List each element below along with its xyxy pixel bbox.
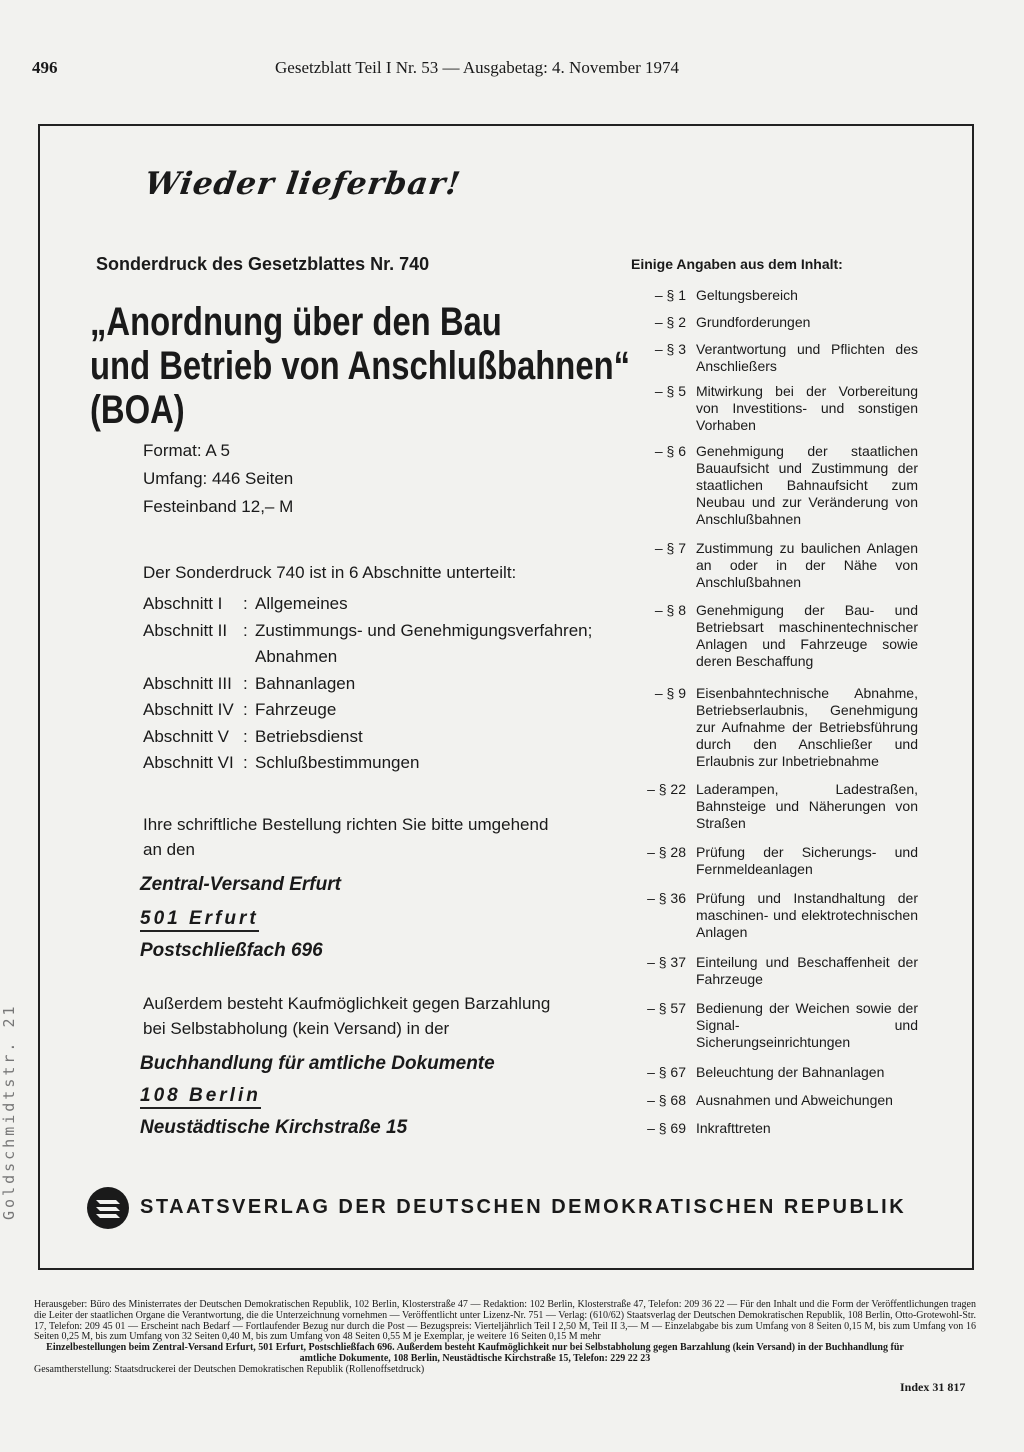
imprint-publisher-info: Herausgeber: Büro des Ministerrates der Deutschen Demokratischen Republik, 102 Berlin, Klosterstraße 47 — Redaktion: 102 Berlin, Klosterstraße 47, Telefon: 209 36 22 — Für den Inhalt und die Form der Veröffentlichungen tragen die Leiter der staatlichen Organe die Verantwortung, die die Unterzeichnung vornehmen — Veröffentlicht unter Lizenz-Nr. 751 — Verlag: (610/62) Staatsverlag der Deutschen Demokratischen Republik, 108 Berlin, Otto-Grotewohl-Str. 17, Telefon: 209 45 01 — Erscheint nach Bedarf — Fortlaufender Bezug nur durch die Post — Bezugspreis: Vierteljährlich Teil I 2,50 M, Teil II 3,— M — Einzelabgabe bis zum Umfang von 8 Seiten 0,15 M, bis zum Umfang von 16 Seiten 0,25 M, bis zum Umfang von 32 Seiten 0,40 M, bis zum Umfang von 48 Seiten 0,55 M je Exemplar, je weitere 16 Seiten 0,15 M mehr	[34, 1299, 976, 1343]
toc-paragraph-title: Prüfung und Instandhaltung der maschinen- und elektrotechnischen Anlagen	[696, 890, 918, 940]
toc-paragraph-title: Bedienung der Weichen sowie der Signal- und Sicherungseinrichtungen	[696, 1000, 918, 1050]
page-header-title: Gesetzblatt Teil I Nr. 53 — Ausgabetag: 4. November 1974	[275, 58, 680, 77]
toc-paragraph-number: – § 37	[647, 954, 686, 970]
toc-paragraph-number: – § 28	[647, 844, 686, 860]
buy-text: Außerdem besteht Kaufmöglichkeit gegen Barzahlung	[143, 994, 551, 1013]
toc-paragraph-title: Verantwortung und Pflichten des Anschließers	[696, 341, 918, 374]
toc-paragraph-number: – § 68	[647, 1092, 686, 1108]
toc-paragraph-title: Geltungsbereich	[696, 287, 798, 303]
book-title-line: (BOA)	[90, 388, 185, 432]
address2-street: Neustädtische Kirchstraße 15	[140, 1117, 408, 1138]
toc-paragraph-number: – § 2	[654, 314, 686, 330]
publisher-name: STAATSVERLAG DER DEUTSCHEN DEMOKRATISCHEN REPUBLIK	[140, 1196, 907, 1218]
contents-heading: Einige Angaben aus dem Inhalt:	[631, 256, 843, 272]
section-row: Abschnitt VI : Schlußbestimmungen	[143, 753, 420, 772]
toc-paragraph-title: Eisenbahntechnische Abnahme, Betriebserlaubnis, Genehmigung zur Aufnahme der Betriebsführung durch den Anschließer und Erlaubnis zur Inbetriebnahme	[696, 685, 918, 769]
toc-paragraph-title: Inkrafttreten	[696, 1120, 771, 1136]
sonderdruck-label: Sonderdruck des Gesetzblattes Nr. 740	[96, 254, 430, 274]
toc-paragraph-number: – § 7	[654, 540, 686, 556]
toc-paragraph-title: Genehmigung der Bau- und Betriebsart maschinentechnischer Anlagen und Fahrzeuge sowie deren Beschaffung	[696, 602, 918, 669]
toc-paragraph-title: Grundforderungen	[696, 314, 811, 330]
format-info: Format: A 5	[143, 441, 230, 460]
umfang-info: Umfang: 446 Seiten	[143, 469, 294, 488]
order-text: Ihre schriftliche Bestellung richten Sie bitte umgehend	[143, 815, 549, 834]
section-row: Abschnitt IV : Fahrzeuge	[143, 700, 337, 719]
toc-paragraph-number: – § 5	[654, 383, 686, 399]
toc-paragraph-title: Genehmigung der staatlichen Bauaufsicht und Zustimmung der staatlichen Bahnaufsicht zum Neubau und zur Veränderung von Anschlußbahnen	[696, 443, 918, 527]
price-info: Festeinband 12,– M	[143, 497, 294, 516]
imprint-order-info: Einzelbestellungen beim Zentral-Versand Erfurt, 501 Erfurt, Postschließfach 696. Außerdem besteht Kaufmöglichkeit nur bei Selbstabholung gegen Barzahlung (kein Versand) in der Buchhandlung für amtliche Dokumente, 108 Berlin, Neustädtische Kirchstraße 15, Telefon: 229 22 23	[46, 1342, 904, 1364]
address2-city: 108 Berlin	[140, 1085, 261, 1107]
page-number: 496	[32, 58, 58, 77]
toc-paragraph-number: – § 57	[647, 1000, 686, 1016]
toc-paragraph-number: – § 22	[647, 781, 686, 797]
margin-stamp: Goldschmidtstr. 21	[0, 1003, 18, 1220]
toc-paragraph-number: – § 8	[654, 602, 686, 618]
toc-paragraph-title: Einteilung und Beschaffenheit der Fahrzeuge	[696, 954, 918, 987]
toc-paragraph-title: Laderampen, Ladestraßen, Bahnsteige und Näherungen von Straßen	[696, 781, 918, 831]
toc-paragraph-title: Beleuchtung der Bahnanlagen	[696, 1064, 885, 1080]
address2-name: Buchhandlung für amtliche Dokumente	[140, 1053, 495, 1074]
toc-paragraph-title: Mitwirkung bei der Vorbereitung von Investitions- und sonstigen Vorhaben	[696, 383, 918, 433]
section-row: Abschnitt I : Allgemeines	[143, 594, 348, 613]
publisher-logo-icon	[86, 1186, 130, 1230]
section-row: Abschnitt II : Zustimmungs- und Genehmigungsverfahren;	[143, 620, 593, 640]
address1-city: 501 Erfurt	[140, 908, 259, 930]
buy-text-cont: bei Selbstabholung (kein Versand) in der	[143, 1019, 450, 1038]
toc-paragraph-number: – § 69	[647, 1120, 686, 1136]
address1-box: Postschließfach 696	[140, 940, 323, 961]
sections-list	[143, 591, 592, 777]
toc-paragraph-number: – § 67	[647, 1064, 686, 1080]
book-title	[90, 300, 631, 432]
section-row: Abnahmen	[255, 647, 338, 666]
section-row: Abschnitt V : Betriebsdienst	[143, 726, 363, 746]
imprint-printer: Gesamtherstellung: Staatsdruckerei der Deutschen Demokratischen Republik (Rollenoffsetdruck)	[34, 1363, 425, 1375]
book-title-line: „Anordnung über den Bau	[90, 300, 502, 344]
sections-intro: Der Sonderdruck 740 ist in 6 Abschnitte unterteilt:	[143, 563, 517, 582]
toc-paragraph-number: – § 9	[654, 685, 686, 701]
toc-paragraph-number: – § 3	[654, 341, 686, 357]
address1-name: Zentral-Versand Erfurt	[140, 874, 341, 895]
index-number: Index 31 817	[900, 1380, 966, 1394]
toc-paragraph-title: Ausnahmen und Abweichungen	[696, 1092, 893, 1108]
toc-paragraph-number: – § 1	[654, 287, 686, 303]
headline: Wieder lieferbar!	[142, 166, 464, 202]
order-text-cont: an den	[143, 840, 195, 859]
imprint	[34, 1300, 976, 1376]
toc-paragraph-title: Prüfung der Sicherungs- und Fernmeldeanlagen	[696, 844, 918, 877]
book-title-line: und Betrieb von Anschlußbahnen“	[90, 344, 631, 388]
toc-paragraph-number: – § 36	[647, 890, 686, 906]
toc-paragraph-number: – § 6	[654, 443, 686, 459]
toc-paragraph-title: Zustimmung zu baulichen Anlagen an oder in der Nähe von Anschlußbahnen	[696, 540, 918, 590]
section-row: Abschnitt III : Bahnanlagen	[143, 673, 356, 693]
